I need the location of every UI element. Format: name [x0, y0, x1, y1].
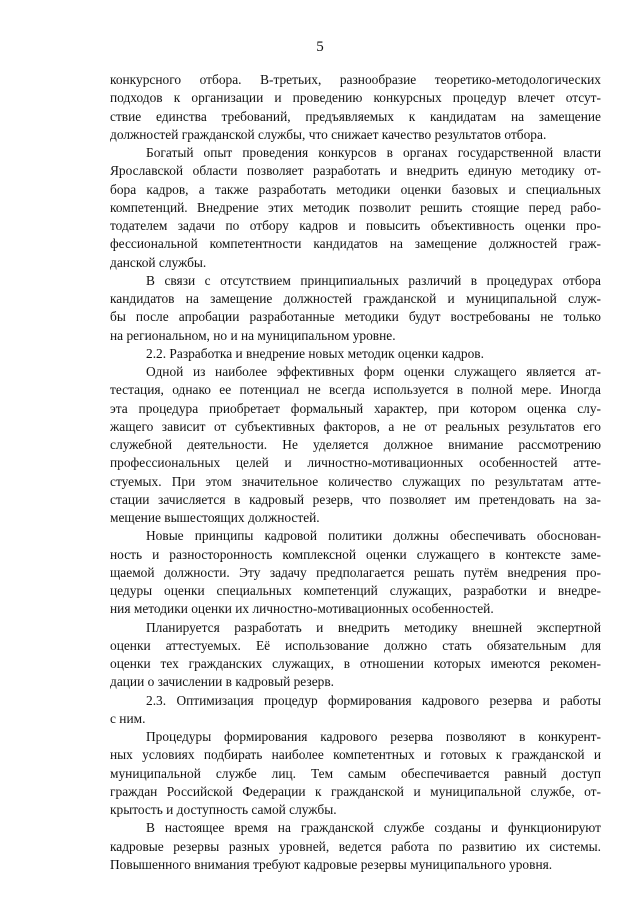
- text-line: эта процедура приобретает формальный характер, при котором оценка слу-: [110, 400, 601, 416]
- text-line: В настоящее время на гражданской службе созданы и функционируют: [146, 820, 601, 836]
- text-line: В связи с отсутствием принципиальных различий в процедурах отбора: [146, 272, 601, 288]
- text-line: Одной из наиболее эффективных форм оценки служащего является ат-: [146, 364, 601, 379]
- text-line: Планируется разработать и внедрить методику внешней экспертной: [146, 619, 601, 635]
- text-line: тодателем задачи по отбору кадров и повысить объективность оценки про-: [110, 218, 601, 233]
- text-line: Повышенного внимания требуют кадровые резервы муниципального уровня.: [110, 856, 553, 872]
- text-line: Богатый опыт проведения конкурсов в органах государственной власти: [146, 145, 601, 160]
- text-line: служебной деятельности. Не уделяется должное внимание рассмотрению: [110, 437, 601, 452]
- text-line: жащего зависит от субъективных факторов, а не от реальных результатов его: [110, 418, 601, 434]
- text-line: ствие единства требований, предъявляемых к кандидатам на замещение: [110, 108, 601, 124]
- text-line: на региональном, но и на муниципальном уровне.: [110, 327, 396, 343]
- text-line: цедуры оценки специальных компетенций служащих, разработки и внедре-: [110, 583, 601, 598]
- text-line: мещение вышестоящих должностей.: [110, 510, 320, 525]
- text-line: должностей гражданской службы, что снижает качество результатов отбора.: [110, 126, 547, 142]
- text-line: с ним.: [110, 710, 146, 726]
- text-line: бы после апробации разработанные методики будут востребованы не только: [110, 309, 601, 325]
- text-line: граждан Российской Федерации к гражданской и муниципальной службе, от-: [110, 783, 601, 799]
- text-line: данской службы.: [110, 254, 207, 270]
- text-line: Процедуры формирования кадрового резерва позволяют в конкурент-: [146, 729, 601, 744]
- text-line: ных условиях подбирать наиболее компетентных и готовых к гражданской и: [110, 747, 601, 763]
- text-line: крытость и доступность самой службы.: [110, 802, 337, 817]
- text-line: оценки аттестуемых. Её использование должно стать обязательным для: [110, 637, 601, 653]
- text-line: подходов к организации и проведению конкурсных процедур влечет отсут-: [110, 90, 601, 106]
- text-line: Ярославской области позволяет разработать и внедрить единую методику от-: [110, 163, 601, 179]
- text-line: оценки тех гражданских служащих, в отношении которых имеются рекомен-: [110, 656, 601, 671]
- page-number: 5: [316, 39, 324, 55]
- text-line: профессиональных целей и личностно-мотивационных особенностей аттe-: [110, 455, 601, 471]
- text-line: кадровые резервы разных уровней, ведется работа по развитию их системы.: [110, 838, 601, 854]
- text-line: фессиональной компетентности кандидатов на замещение должностей граж-: [110, 236, 601, 252]
- text-line: тестация, однако ее потенциал не всегда используется в полной мере. Иногда: [110, 382, 601, 398]
- text-line: ность и разносторонность комплексной оценки служащего в контексте заме-: [110, 546, 601, 562]
- text-line: 2.3. Оптимизация процедур формирования кадрового резерва и работы: [146, 692, 601, 708]
- document-body: [110, 71, 601, 874]
- text-line: стации зачисляется в кадровый резерв, что позволяет им претендовать на за-: [110, 491, 601, 507]
- text-line: дации о зачислении в кадровый резерв.: [110, 674, 335, 690]
- text-line: стуемых. При этом значительное количество служащих по результатам аттe-: [110, 473, 601, 489]
- text-line: компетенций. Внедрение этих методик позволит решить стоящие перед рабо-: [110, 199, 601, 215]
- text-line: Новые принципы кадровой политики должны обеспечивать обоснован-: [146, 528, 601, 544]
- text-line: муниципальной службе лиц. Тем самым обеспечивается равный доступ: [110, 765, 601, 781]
- text-line: ния методики оценки их личностно-мотивационных особенностей.: [110, 601, 494, 617]
- text-line: 2.2. Разработка и внедрение новых методик оценки кадров.: [146, 345, 484, 361]
- text-line: конкурсного отбора. В-третьих, разнообразие теоретико-методологических: [110, 72, 601, 87]
- text-line: бора кадров, а также разработать методики оценки базовых и специальных: [110, 181, 601, 197]
- text-line: щаемой должности. Эту задачу предполагается решать путём внедрения про-: [110, 564, 601, 580]
- text-line: кандидатов на замещение должностей гражданской и муниципальной служ-: [110, 291, 601, 306]
